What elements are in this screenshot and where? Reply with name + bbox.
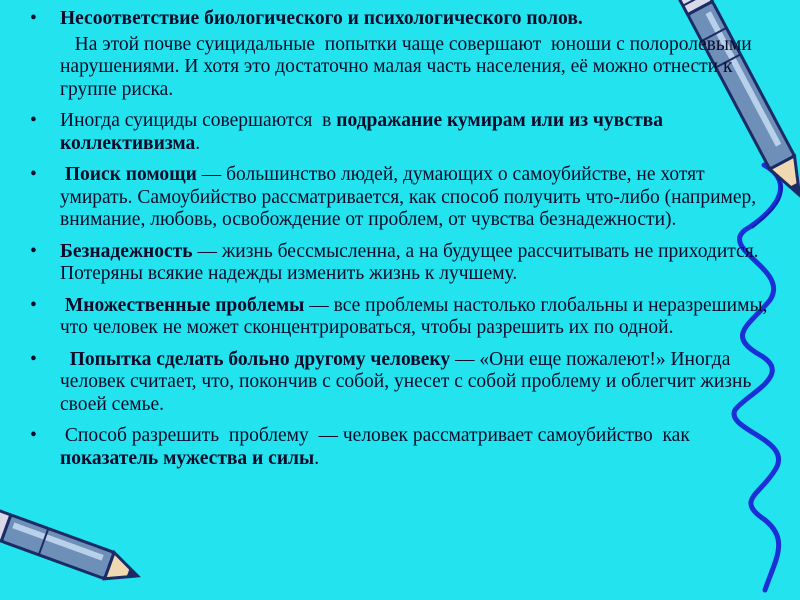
bullet-text: — все проблемы настолько глобальны и неразрешимы, что человек не может сконцентрироваться, чтобы разрешить их по одной.: [60, 294, 768, 338]
bullet-text: — «Они еще пожалеют!» Иногда человек считает, что, покончив с собой, унесет с собой проблему и облегчит жизнь своей семье.: [60, 348, 752, 415]
list-item: [30, 349, 770, 417]
bullet-text: Иногда суициды совершаются в: [60, 110, 337, 131]
bullet-heading: Поиск помощи: [60, 164, 197, 185]
list-item: [30, 425, 770, 470]
bullet-emphasis: показатель мужества и силы: [60, 447, 315, 469]
bullet-heading: Безнадежность: [60, 240, 193, 262]
list-item: [30, 241, 770, 286]
bullet-icon: •: [30, 294, 37, 316]
bullet-icon: •: [30, 164, 37, 185]
list-item: [30, 110, 770, 155]
bullet-emphasis: подражание кумирам или из чувства коллективизма: [60, 110, 663, 154]
bullet-icon: •: [30, 425, 37, 446]
bullet-heading: Попытка сделать больно другому человеку: [60, 348, 451, 370]
list-item: [30, 295, 770, 340]
list-item: [30, 8, 770, 31]
bullet-heading: Множественные проблемы: [60, 294, 305, 316]
bullet-text: — большинство людей, думающих о самоубийстве, не хотят умирать. Самоубийство рассматривается, как способ получить что-либо (например, внимание, любовь, освобождение от проблем, от чувства безнадежности).: [60, 164, 757, 230]
pencil-icon: [0, 506, 144, 590]
bullet-text: — жизнь бессмысленна, а на будущее рассчитывать не приходится. Потеряны всякие надежды изменить жизнь к лучшему.: [60, 240, 759, 284]
bullet-icon: •: [30, 8, 37, 29]
list-item: [30, 34, 770, 102]
bullet-icon: •: [30, 110, 37, 131]
bullet-text: На этой почве суицидальные попытки чаще совершают юноши с полоролевыми нарушениями. И хотя это достаточно малая часть населения, её можно отнести к группе риска.: [60, 33, 762, 100]
bullet-text: .: [195, 132, 201, 154]
list-item: [30, 164, 770, 232]
bullet-text: Способ разрешить проблему — человек рассматривает самоубийство как: [60, 425, 695, 446]
bullet-heading: Несоответствие биологического и психологического полов.: [60, 8, 583, 29]
bullet-icon: •: [30, 348, 37, 370]
bullet-text: .: [314, 447, 320, 469]
slide-text: [30, 8, 770, 479]
bullet-icon: •: [30, 240, 37, 262]
